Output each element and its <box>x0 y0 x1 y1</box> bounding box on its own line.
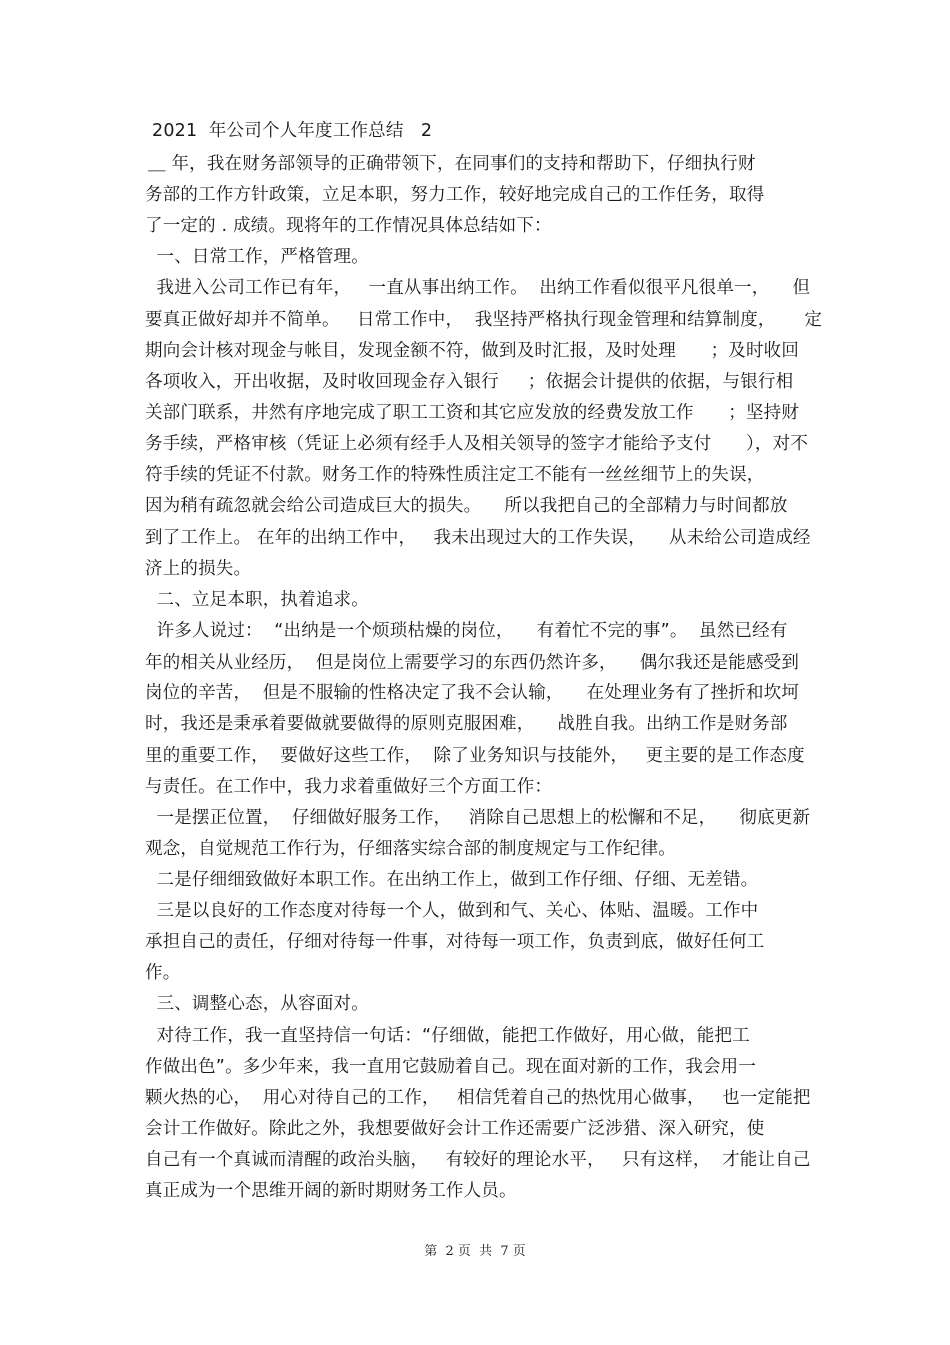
body-line: 承担自己的责任，仔细对待每一件事，对待每一项工作，负责到底，做好任何工 <box>145 932 765 952</box>
body-line: 务手续，严格审核（凭证上必须有经手人及相关领导的签字才能给予支付 ），对不 <box>145 434 809 454</box>
body-line: 三、调整心态，从容面对。 <box>145 994 369 1014</box>
body-line: 一、日常工作，严格管理。 <box>145 247 369 267</box>
body-line: 一是摆正位置， 仔细做好服务工作， 消除自己思想上的松懈和不足， 彻底更新 <box>145 808 811 828</box>
body-line: 三是以良好的工作态度对待每一个人，做到和气、关心、体贴、温暖。工作中 <box>145 901 759 921</box>
body-line: 关部门联系，井然有序地完成了职工工资和其它应发放的经费发放工作 ；坚持财 <box>145 403 800 423</box>
body-line: 要真正做好却并不简单。 日常工作中， 我坚持严格执行现金管理和结算制度， 定 <box>145 310 823 330</box>
body-line: 许多人说过： “出纳是一个烦琐枯燥的岗位， 有着忙不完的事”。 虽然已经有 <box>145 621 788 641</box>
body-line: 对待工作，我一直坚持信一句话：“仔细做，能把工作做好，用心做，能把工 <box>145 1026 750 1046</box>
body-line: 自己有一个真诚而清醒的政治头脑， 有较好的理论水平， 只有这样， 才能让自己 <box>145 1150 811 1170</box>
body-line: 济上的损失。 <box>145 559 252 579</box>
body-line: 二、立足本职，执着追求。 <box>145 590 369 610</box>
body-line: 符手续的凭证不付款。财务工作的特殊性质注定工不能有一丝丝细节上的失误， <box>145 465 765 485</box>
body-line: 真正成为一个思维开阔的新时期财务工作人员。 <box>145 1181 517 1201</box>
document-title: 2021 年公司个人年度工作总结 2 <box>152 121 433 141</box>
body-line: 作。 <box>145 963 181 983</box>
body-line: 观念，自觉规范工作行为，仔细落实综合部的制度规定与工作纪律。 <box>145 839 676 859</box>
body-line: 与责任。在工作中，我力求着重做好三个方面工作： <box>145 777 553 797</box>
page-indicator: 第 2 页 共 7 页 <box>424 1244 526 1259</box>
body-line: 会计工作做好。除此之外，我想要做好会计工作还需要广泛涉猎、深入研究，使 <box>145 1119 765 1139</box>
body-line: 作做出色”。多少年来，我一直用它鼓励着自己。现在面对新的工作，我会用一 <box>145 1057 757 1077</box>
body-line: 二是仔细细致做好本职工作。在出纳工作上，做到工作仔细、仔细、无差错。 <box>145 870 759 890</box>
body-line: 各项收入，开出收据，及时收回现金存入银行 ；依据会计提供的依据，与银行相 <box>145 372 794 392</box>
body-line: 务部的工作方针政策，立足本职，努力工作，较好地完成自己的工作任务，取得 <box>145 185 765 205</box>
body-line: 年的相关从业经历， 但是岗位上需要学习的东西仍然许多， 偶尔我还是能感受到 <box>145 653 800 673</box>
body-line: 颗火热的心， 用心对待自己的工作， 相信凭着自己的热忱用心做事， 也一定能把 <box>145 1088 811 1108</box>
body-line: 到了工作上。 在年的出纳工作中， 我未出现过大的工作失误， 从未给公司造成经 <box>145 528 811 548</box>
body-line: 因为稍有疏忽就会给公司造成巨大的损失。 所以我把自己的全部精力与时间都放 <box>145 496 788 516</box>
body-line: 时，我还是秉承着要做就要做得的原则克服困难， 战胜自我。出纳工作是财务部 <box>145 714 788 734</box>
body-line: 岗位的辛苦， 但是不服输的性格决定了我不会认输， 在处理业务有了挫折和坎坷 <box>145 683 800 703</box>
body-line: 期向会计核对现金与帐目，发现金额不符，做到及时汇报，及时处理 ；及时收回 <box>145 341 800 361</box>
body-line: ＿ 年，我在财务部领导的正确带领下，在同事们的支持和帮助下，仔细执行财 <box>148 154 756 174</box>
body-line: 我进入公司工作已有年， 一直从事出纳工作。 出纳工作看似很平凡很单一， 但 <box>145 278 811 298</box>
body-line: 里的重要工作， 要做好这些工作， 除了业务知识与技能外， 更主要的是工作态度 <box>145 746 805 766</box>
body-line: 了一定的 . 成绩。现将年的工作情况具体总结如下： <box>145 216 552 236</box>
